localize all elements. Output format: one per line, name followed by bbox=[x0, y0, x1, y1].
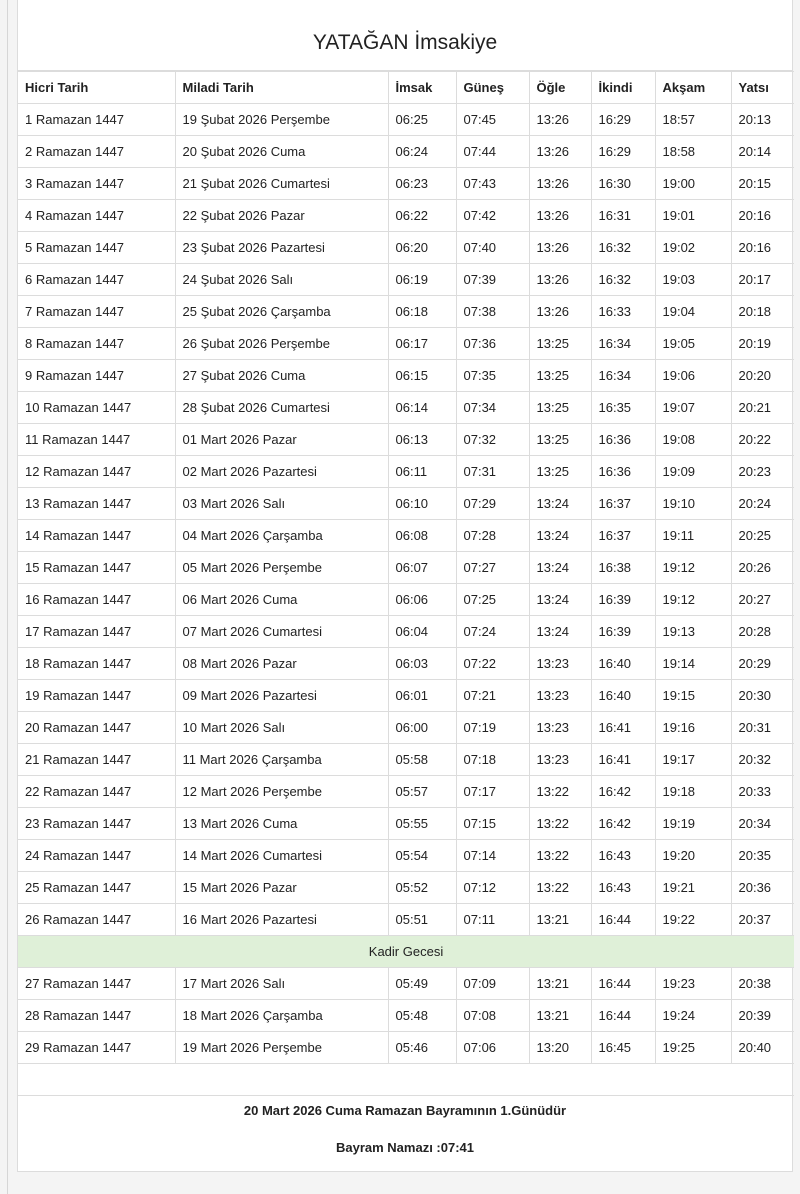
table-cell: 19:23 bbox=[655, 968, 731, 1000]
table-cell: 19:25 bbox=[655, 1032, 731, 1064]
table-cell: 22 Ramazan 1447 bbox=[18, 776, 175, 808]
table-row bbox=[18, 744, 794, 776]
table-cell: 16:38 bbox=[591, 552, 655, 584]
table-cell: 16:29 bbox=[591, 104, 655, 136]
table-cell: 21 Şubat 2026 Cumartesi bbox=[175, 168, 388, 200]
table-cell: 13:23 bbox=[529, 648, 591, 680]
table-cell: 20:14 bbox=[731, 136, 794, 168]
table-cell: 07:15 bbox=[456, 808, 529, 840]
table-cell: 05 Mart 2026 Perşembe bbox=[175, 552, 388, 584]
table-cell: 06 Mart 2026 Cuma bbox=[175, 584, 388, 616]
table-cell: 16:39 bbox=[591, 616, 655, 648]
table-cell: 22 Şubat 2026 Pazar bbox=[175, 200, 388, 232]
table-cell: 7 Ramazan 1447 bbox=[18, 296, 175, 328]
table-cell: 05:49 bbox=[388, 968, 456, 1000]
table-cell: 19 Mart 2026 Perşembe bbox=[175, 1032, 388, 1064]
table-cell: 20:21 bbox=[731, 392, 794, 424]
table-cell: 13:26 bbox=[529, 200, 591, 232]
table-cell: 13:22 bbox=[529, 776, 591, 808]
table-cell: 07:38 bbox=[456, 296, 529, 328]
table-row bbox=[18, 264, 794, 296]
table-cell: 20:40 bbox=[731, 1032, 794, 1064]
table-cell: 20:25 bbox=[731, 520, 794, 552]
table-cell: 07:19 bbox=[456, 712, 529, 744]
table-cell: 06:06 bbox=[388, 584, 456, 616]
table-cell: 27 Ramazan 1447 bbox=[18, 968, 175, 1000]
table-cell: 23 Şubat 2026 Pazartesi bbox=[175, 232, 388, 264]
table-cell: 19:19 bbox=[655, 808, 731, 840]
table-cell: 13:22 bbox=[529, 808, 591, 840]
table-cell: 06:22 bbox=[388, 200, 456, 232]
table-cell: 17 Ramazan 1447 bbox=[18, 616, 175, 648]
table-row bbox=[18, 296, 794, 328]
table-cell: 11 Ramazan 1447 bbox=[18, 424, 175, 456]
table-cell: 18 Ramazan 1447 bbox=[18, 648, 175, 680]
table-cell: 20:30 bbox=[731, 680, 794, 712]
table-cell: 16:34 bbox=[591, 360, 655, 392]
table-cell: 14 Ramazan 1447 bbox=[18, 520, 175, 552]
table-cell: 16:39 bbox=[591, 584, 655, 616]
table-cell: 20:16 bbox=[731, 200, 794, 232]
table-cell: 13:26 bbox=[529, 104, 591, 136]
table-cell: 07:43 bbox=[456, 168, 529, 200]
table-cell: 16:31 bbox=[591, 200, 655, 232]
table-cell: 06:14 bbox=[388, 392, 456, 424]
table-cell: 06:15 bbox=[388, 360, 456, 392]
column-header: Öğle bbox=[529, 72, 591, 104]
table-cell: 25 Ramazan 1447 bbox=[18, 872, 175, 904]
table-cell: 06:11 bbox=[388, 456, 456, 488]
table-cell: 16:29 bbox=[591, 136, 655, 168]
column-header: Miladi Tarih bbox=[175, 72, 388, 104]
table-cell: 05:48 bbox=[388, 1000, 456, 1032]
empty-cell bbox=[18, 1064, 794, 1096]
table-cell: 16:41 bbox=[591, 744, 655, 776]
table-cell: 19:13 bbox=[655, 616, 731, 648]
table-cell: 07:40 bbox=[456, 232, 529, 264]
table-row bbox=[18, 1000, 794, 1032]
table-cell: 19:17 bbox=[655, 744, 731, 776]
table-row bbox=[18, 968, 794, 1000]
table-cell: 13:26 bbox=[529, 296, 591, 328]
table-cell: 06:17 bbox=[388, 328, 456, 360]
table-cell: 13:23 bbox=[529, 744, 591, 776]
table-cell: 06:13 bbox=[388, 424, 456, 456]
table-cell: 20:38 bbox=[731, 968, 794, 1000]
table-cell: 13 Ramazan 1447 bbox=[18, 488, 175, 520]
table-cell: 07:39 bbox=[456, 264, 529, 296]
table-cell: 9 Ramazan 1447 bbox=[18, 360, 175, 392]
table-cell: 13:23 bbox=[529, 712, 591, 744]
table-row bbox=[18, 456, 794, 488]
table-cell: 18:58 bbox=[655, 136, 731, 168]
table-cell: 29 Ramazan 1447 bbox=[18, 1032, 175, 1064]
table-cell: 21 Ramazan 1447 bbox=[18, 744, 175, 776]
table-cell: 20:17 bbox=[731, 264, 794, 296]
table-cell: 15 Mart 2026 Pazar bbox=[175, 872, 388, 904]
table-cell: 16:41 bbox=[591, 712, 655, 744]
table-cell: 13:24 bbox=[529, 616, 591, 648]
table-cell: 13:22 bbox=[529, 840, 591, 872]
table-cell: 16:40 bbox=[591, 680, 655, 712]
table-cell: 07:42 bbox=[456, 200, 529, 232]
table-cell: 16:42 bbox=[591, 776, 655, 808]
table-cell: 13:23 bbox=[529, 680, 591, 712]
table-cell: 19:16 bbox=[655, 712, 731, 744]
column-header: İkindi bbox=[591, 72, 655, 104]
table-cell: 16:43 bbox=[591, 872, 655, 904]
table-cell: 16:44 bbox=[591, 968, 655, 1000]
table-cell: 16:30 bbox=[591, 168, 655, 200]
table-cell: 13:24 bbox=[529, 552, 591, 584]
table-row bbox=[18, 808, 794, 840]
table-cell: 11 Mart 2026 Çarşamba bbox=[175, 744, 388, 776]
table-body bbox=[18, 104, 794, 1096]
table-cell: 19:12 bbox=[655, 552, 731, 584]
table-cell: 19:20 bbox=[655, 840, 731, 872]
table-cell: 04 Mart 2026 Çarşamba bbox=[175, 520, 388, 552]
table-cell: 16:44 bbox=[591, 904, 655, 936]
table-cell: 19:22 bbox=[655, 904, 731, 936]
table-row bbox=[18, 872, 794, 904]
table-cell: 05:54 bbox=[388, 840, 456, 872]
table-cell: 16:36 bbox=[591, 424, 655, 456]
table-cell: 24 Ramazan 1447 bbox=[18, 840, 175, 872]
table-cell: 16:45 bbox=[591, 1032, 655, 1064]
table-cell: 07:18 bbox=[456, 744, 529, 776]
table-row bbox=[18, 392, 794, 424]
table-cell: 18 Mart 2026 Çarşamba bbox=[175, 1000, 388, 1032]
table-cell: 13:25 bbox=[529, 328, 591, 360]
table-cell: 16:32 bbox=[591, 264, 655, 296]
table-cell: 06:03 bbox=[388, 648, 456, 680]
table-cell: 19:14 bbox=[655, 648, 731, 680]
table-row bbox=[18, 104, 794, 136]
table-row bbox=[18, 168, 794, 200]
table-cell: 19:15 bbox=[655, 680, 731, 712]
table-cell: 02 Mart 2026 Pazartesi bbox=[175, 456, 388, 488]
table-cell: 07:06 bbox=[456, 1032, 529, 1064]
table-cell: 07:24 bbox=[456, 616, 529, 648]
table-cell: 07 Mart 2026 Cumartesi bbox=[175, 616, 388, 648]
table-cell: 20:19 bbox=[731, 328, 794, 360]
table-cell: 07:12 bbox=[456, 872, 529, 904]
table-cell: 06:01 bbox=[388, 680, 456, 712]
table-cell: 06:19 bbox=[388, 264, 456, 296]
table-cell: 19:02 bbox=[655, 232, 731, 264]
table-cell: 20 Şubat 2026 Cuma bbox=[175, 136, 388, 168]
bayram-namazi-time: Bayram Namazı :07:41 bbox=[335, 1140, 475, 1155]
table-cell: 13:26 bbox=[529, 168, 591, 200]
table-cell: 07:31 bbox=[456, 456, 529, 488]
table-cell: 16:43 bbox=[591, 840, 655, 872]
table-cell: 5 Ramazan 1447 bbox=[18, 232, 175, 264]
table-cell: 28 Şubat 2026 Cumartesi bbox=[175, 392, 388, 424]
table-row bbox=[18, 200, 794, 232]
column-header: Yatsı bbox=[731, 72, 794, 104]
table-cell: 20:15 bbox=[731, 168, 794, 200]
table-cell: 19:06 bbox=[655, 360, 731, 392]
table-cell: 07:29 bbox=[456, 488, 529, 520]
table-cell: 07:17 bbox=[456, 776, 529, 808]
table-cell: 19:04 bbox=[655, 296, 731, 328]
table-cell: 27 Şubat 2026 Cuma bbox=[175, 360, 388, 392]
table-cell: 07:35 bbox=[456, 360, 529, 392]
table-cell: 07:32 bbox=[456, 424, 529, 456]
table-cell: 20:28 bbox=[731, 616, 794, 648]
table-cell: 19:24 bbox=[655, 1000, 731, 1032]
table-row bbox=[18, 136, 794, 168]
table-header-row bbox=[18, 72, 794, 104]
table-cell: 07:28 bbox=[456, 520, 529, 552]
table-cell: 06:04 bbox=[388, 616, 456, 648]
table-cell: 20:22 bbox=[731, 424, 794, 456]
table-cell: 20:16 bbox=[731, 232, 794, 264]
table-cell: 06:23 bbox=[388, 168, 456, 200]
empty-row bbox=[18, 1064, 794, 1096]
table-cell: 20 Ramazan 1447 bbox=[18, 712, 175, 744]
table-cell: 19:12 bbox=[655, 584, 731, 616]
table-cell: 20:18 bbox=[731, 296, 794, 328]
table-row bbox=[18, 328, 794, 360]
table-cell: 16:33 bbox=[591, 296, 655, 328]
table-cell: 13:21 bbox=[529, 1000, 591, 1032]
table-cell: 13:22 bbox=[529, 872, 591, 904]
table-cell: 06:00 bbox=[388, 712, 456, 744]
table-cell: 16:35 bbox=[591, 392, 655, 424]
table-cell: 06:20 bbox=[388, 232, 456, 264]
table-row bbox=[18, 776, 794, 808]
table-cell: 12 Mart 2026 Perşembe bbox=[175, 776, 388, 808]
table-cell: 20:35 bbox=[731, 840, 794, 872]
table-cell: 13:24 bbox=[529, 520, 591, 552]
table-cell: 07:21 bbox=[456, 680, 529, 712]
table-cell: 8 Ramazan 1447 bbox=[18, 328, 175, 360]
table-cell: 24 Şubat 2026 Salı bbox=[175, 264, 388, 296]
table-cell: 12 Ramazan 1447 bbox=[18, 456, 175, 488]
table-cell: 20:37 bbox=[731, 904, 794, 936]
imsakiye-panel bbox=[17, 0, 793, 1172]
table-row bbox=[18, 1032, 794, 1064]
table-cell: 20:27 bbox=[731, 584, 794, 616]
table-row bbox=[18, 552, 794, 584]
table-cell: 07:09 bbox=[456, 968, 529, 1000]
table-cell: 06:25 bbox=[388, 104, 456, 136]
prayer-times-table bbox=[18, 71, 794, 1096]
table-cell: 20:31 bbox=[731, 712, 794, 744]
table-cell: 20:13 bbox=[731, 104, 794, 136]
table-cell: 07:08 bbox=[456, 1000, 529, 1032]
table-cell: 14 Mart 2026 Cumartesi bbox=[175, 840, 388, 872]
table-cell: 19 Ramazan 1447 bbox=[18, 680, 175, 712]
table-cell: 19:07 bbox=[655, 392, 731, 424]
table-cell: 17 Mart 2026 Salı bbox=[175, 968, 388, 1000]
table-cell: 06:10 bbox=[388, 488, 456, 520]
table-cell: 18:57 bbox=[655, 104, 731, 136]
table-cell: 13:20 bbox=[529, 1032, 591, 1064]
page-title: YATAĞAN İmsakiye bbox=[18, 0, 792, 71]
table-cell: 05:57 bbox=[388, 776, 456, 808]
table-row bbox=[18, 360, 794, 392]
table-cell: 01 Mart 2026 Pazar bbox=[175, 424, 388, 456]
table-cell: 13:24 bbox=[529, 488, 591, 520]
table-cell: 26 Şubat 2026 Perşembe bbox=[175, 328, 388, 360]
table-cell: 20:32 bbox=[731, 744, 794, 776]
table-cell: 20:20 bbox=[731, 360, 794, 392]
table-cell: 05:55 bbox=[388, 808, 456, 840]
table-cell: 10 Mart 2026 Salı bbox=[175, 712, 388, 744]
table-cell: 07:45 bbox=[456, 104, 529, 136]
table-cell: 16 Mart 2026 Pazartesi bbox=[175, 904, 388, 936]
table-row bbox=[18, 616, 794, 648]
table-cell: 19:03 bbox=[655, 264, 731, 296]
table-cell: 07:22 bbox=[456, 648, 529, 680]
column-header: Hicri Tarih bbox=[18, 72, 175, 104]
table-cell: 20:26 bbox=[731, 552, 794, 584]
table-cell: 13:25 bbox=[529, 392, 591, 424]
table-row bbox=[18, 520, 794, 552]
table-cell: 05:52 bbox=[388, 872, 456, 904]
page-left-border bbox=[7, 0, 8, 1194]
table-cell: 06:08 bbox=[388, 520, 456, 552]
table-cell: 07:27 bbox=[456, 552, 529, 584]
table-row bbox=[18, 712, 794, 744]
table-cell: 16:34 bbox=[591, 328, 655, 360]
table-cell: 09 Mart 2026 Pazartesi bbox=[175, 680, 388, 712]
table-cell: 20:36 bbox=[731, 872, 794, 904]
table-cell: 19:21 bbox=[655, 872, 731, 904]
table-cell: 19:01 bbox=[655, 200, 731, 232]
table-cell: 26 Ramazan 1447 bbox=[18, 904, 175, 936]
table-cell: 10 Ramazan 1447 bbox=[18, 392, 175, 424]
table-cell: 3 Ramazan 1447 bbox=[18, 168, 175, 200]
table-row bbox=[18, 904, 794, 936]
table-cell: 13 Mart 2026 Cuma bbox=[175, 808, 388, 840]
bayram-info: 20 Mart 2026 Cuma Ramazan Bayramının 1.Günüdür bbox=[243, 1103, 567, 1118]
table-cell: 06:24 bbox=[388, 136, 456, 168]
column-header: İmsak bbox=[388, 72, 456, 104]
table-cell: 08 Mart 2026 Pazar bbox=[175, 648, 388, 680]
table-cell: 13:25 bbox=[529, 360, 591, 392]
table-cell: 16:40 bbox=[591, 648, 655, 680]
table-row bbox=[18, 488, 794, 520]
column-header: Akşam bbox=[655, 72, 731, 104]
table-cell: 05:58 bbox=[388, 744, 456, 776]
table-cell: 05:51 bbox=[388, 904, 456, 936]
table-cell: 15 Ramazan 1447 bbox=[18, 552, 175, 584]
table-cell: 19:08 bbox=[655, 424, 731, 456]
kadir-gecesi-row bbox=[18, 936, 794, 968]
table-cell: 07:11 bbox=[456, 904, 529, 936]
table-cell: 19:00 bbox=[655, 168, 731, 200]
table-cell: 13:26 bbox=[529, 136, 591, 168]
table-cell: 13:25 bbox=[529, 456, 591, 488]
table-cell: 13:26 bbox=[529, 264, 591, 296]
table-cell: 07:14 bbox=[456, 840, 529, 872]
table-cell: 25 Şubat 2026 Çarşamba bbox=[175, 296, 388, 328]
table-cell: 07:36 bbox=[456, 328, 529, 360]
table-cell: 19 Şubat 2026 Perşembe bbox=[175, 104, 388, 136]
table-cell: 23 Ramazan 1447 bbox=[18, 808, 175, 840]
table-row bbox=[18, 680, 794, 712]
table-cell: 20:33 bbox=[731, 776, 794, 808]
table-row bbox=[18, 424, 794, 456]
table-cell: 13:25 bbox=[529, 424, 591, 456]
table-cell: 16:44 bbox=[591, 1000, 655, 1032]
table-cell: 16:37 bbox=[591, 488, 655, 520]
table-cell: 03 Mart 2026 Salı bbox=[175, 488, 388, 520]
table-cell: 19:10 bbox=[655, 488, 731, 520]
table-cell: 6 Ramazan 1447 bbox=[18, 264, 175, 296]
table-cell: 20:29 bbox=[731, 648, 794, 680]
table-cell: 13:21 bbox=[529, 968, 591, 1000]
table-cell: 13:21 bbox=[529, 904, 591, 936]
table-cell: 4 Ramazan 1447 bbox=[18, 200, 175, 232]
table-cell: 16:32 bbox=[591, 232, 655, 264]
table-cell: 07:25 bbox=[456, 584, 529, 616]
table-cell: 1 Ramazan 1447 bbox=[18, 104, 175, 136]
table-row bbox=[18, 232, 794, 264]
column-header: Güneş bbox=[456, 72, 529, 104]
table-cell: 16:42 bbox=[591, 808, 655, 840]
table-cell: 07:44 bbox=[456, 136, 529, 168]
table-cell: 20:23 bbox=[731, 456, 794, 488]
table-cell: 06:18 bbox=[388, 296, 456, 328]
kadir-gecesi-label: Kadir Gecesi bbox=[18, 936, 794, 968]
table-cell: 2 Ramazan 1447 bbox=[18, 136, 175, 168]
table-cell: 19:05 bbox=[655, 328, 731, 360]
table-cell: 19:18 bbox=[655, 776, 731, 808]
table-row bbox=[18, 648, 794, 680]
footer bbox=[18, 1096, 792, 1164]
table-cell: 06:07 bbox=[388, 552, 456, 584]
table-cell: 13:26 bbox=[529, 232, 591, 264]
table-cell: 16:36 bbox=[591, 456, 655, 488]
table-cell: 20:34 bbox=[731, 808, 794, 840]
table-row bbox=[18, 584, 794, 616]
table-cell: 16:37 bbox=[591, 520, 655, 552]
table-cell: 19:11 bbox=[655, 520, 731, 552]
table-cell: 16 Ramazan 1447 bbox=[18, 584, 175, 616]
table-cell: 05:46 bbox=[388, 1032, 456, 1064]
table-cell: 28 Ramazan 1447 bbox=[18, 1000, 175, 1032]
table-cell: 07:34 bbox=[456, 392, 529, 424]
table-row bbox=[18, 840, 794, 872]
table-cell: 13:24 bbox=[529, 584, 591, 616]
table-cell: 20:24 bbox=[731, 488, 794, 520]
table-cell: 20:39 bbox=[731, 1000, 794, 1032]
table-cell: 19:09 bbox=[655, 456, 731, 488]
